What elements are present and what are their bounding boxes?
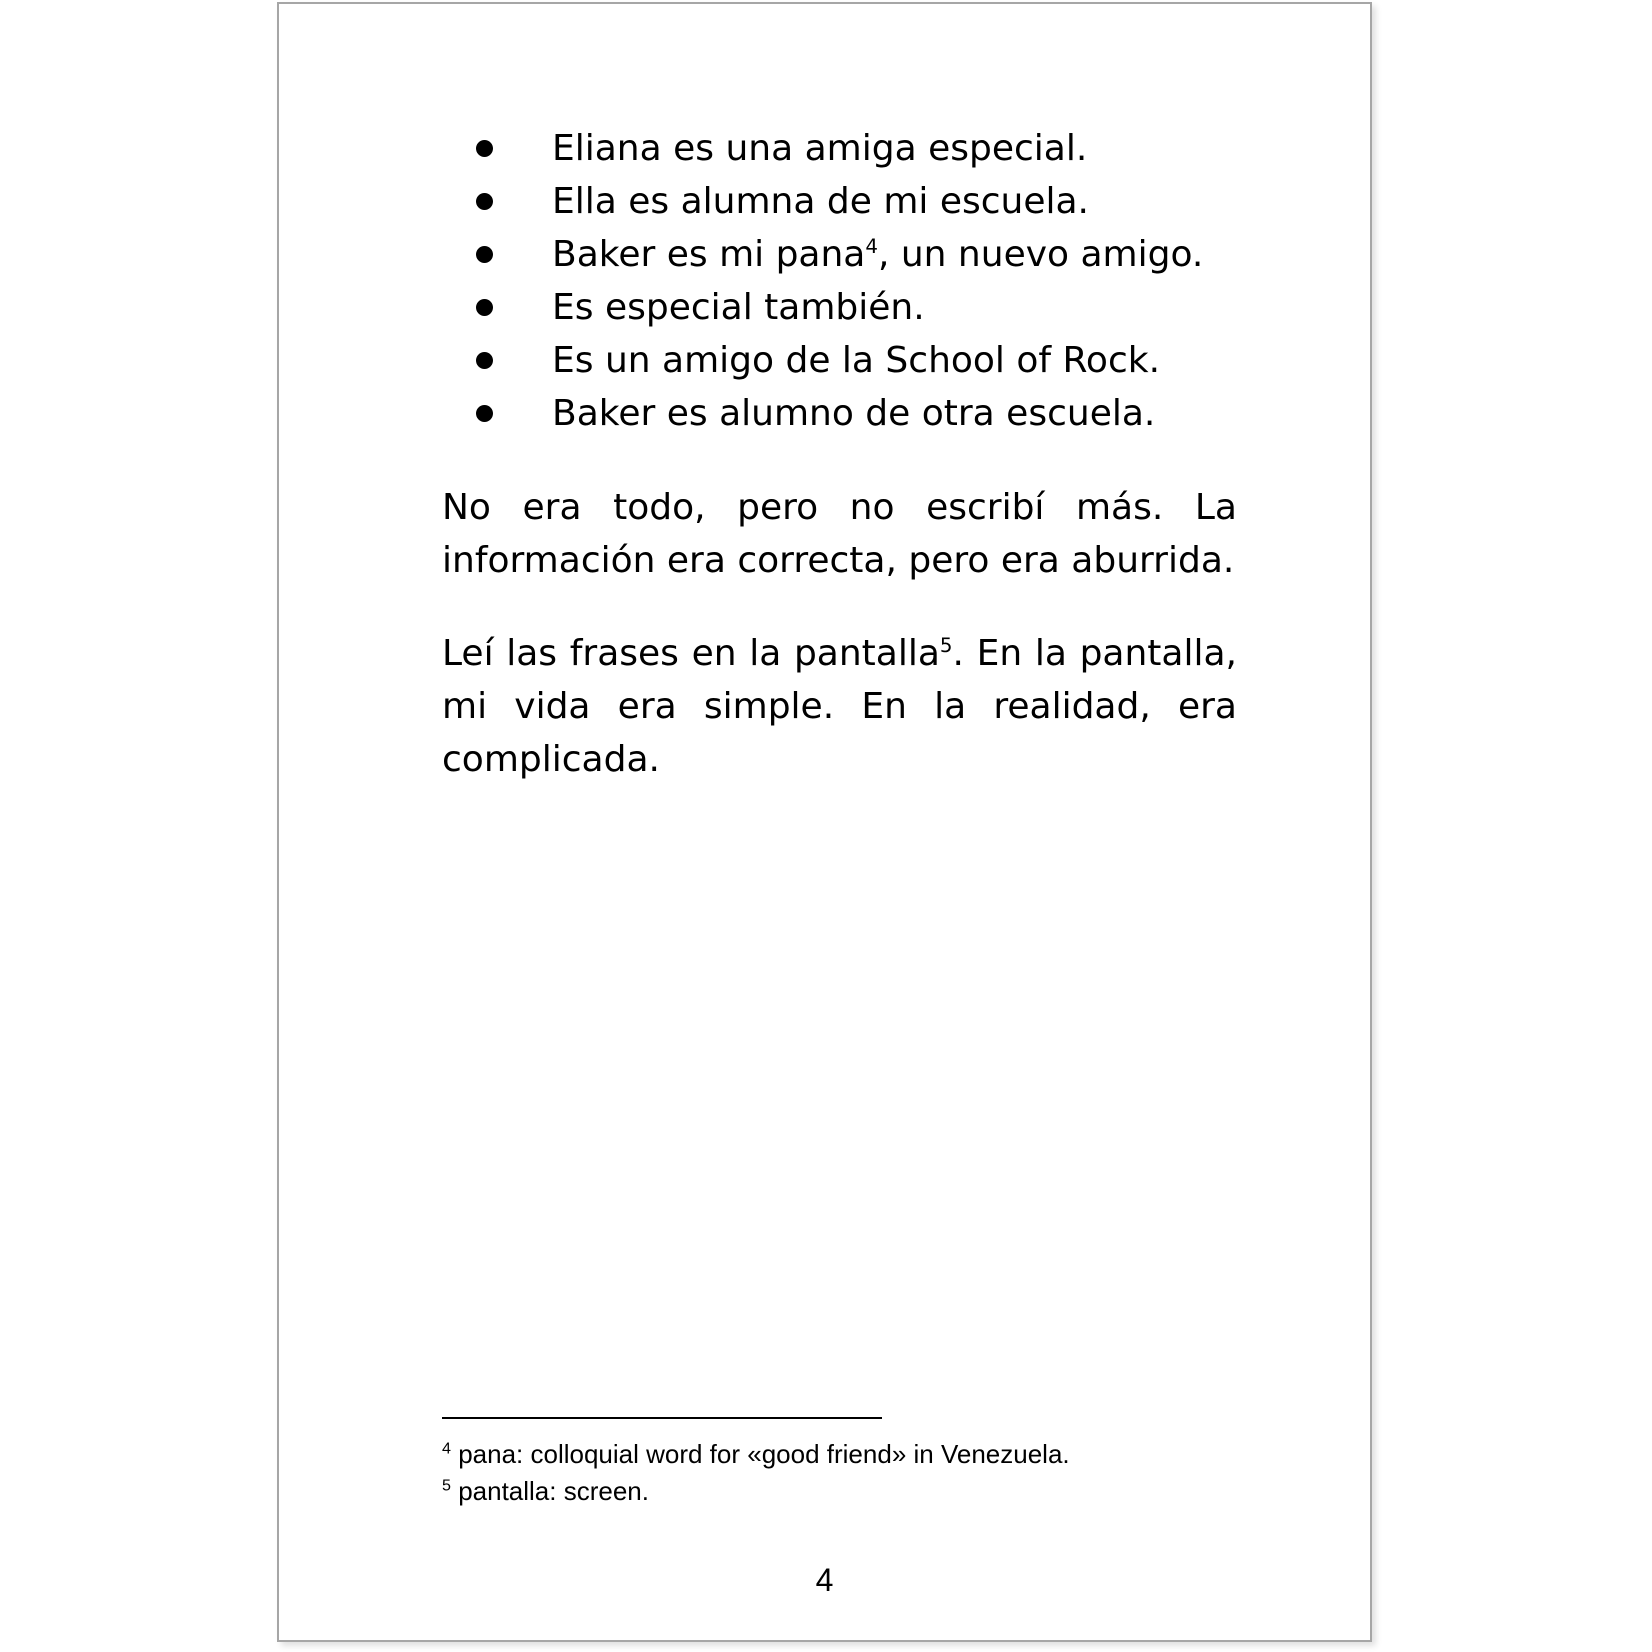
list-item <box>442 122 1203 175</box>
footnote-separator <box>442 1417 882 1419</box>
list-item-text: Baker es mi pana <box>552 234 866 275</box>
list-item-text: Es un amigo de la School of Rock. <box>552 340 1161 381</box>
footnote <box>442 1436 1070 1473</box>
list-item-text: Es especial también. <box>552 287 925 328</box>
footnote-reference: 4 <box>865 235 878 258</box>
footnote-text: pantalla: screen. <box>450 1476 649 1506</box>
paragraph-text: No era todo, pero no escribí más. La información era correcta, pero era aburrida. <box>442 487 1237 581</box>
paragraph <box>442 627 1237 786</box>
list-item-text: Baker es alumno de otra escuela. <box>552 393 1156 434</box>
footnote-number: 5 <box>442 1476 451 1495</box>
list-item <box>442 175 1203 228</box>
list-item-text: Ella es alumna de mi escuela. <box>552 181 1089 222</box>
page-number: 4 <box>815 1562 834 1598</box>
bullet-icon <box>476 140 493 157</box>
list-item <box>442 228 1203 281</box>
footnote-text: pana: colloquial word for «good friend» in Venezuela. <box>450 1439 1070 1469</box>
list-item <box>442 334 1203 387</box>
bullet-icon <box>476 193 493 210</box>
bullet-icon <box>476 299 493 316</box>
paragraph-text-continued: . En la pantalla, mi vida era simple. En la realidad, era complicada. <box>442 633 1237 780</box>
bullet-list <box>442 122 1203 440</box>
footnote-reference: 5 <box>939 634 953 657</box>
footnote <box>442 1473 1070 1510</box>
footnote-number: 4 <box>442 1439 451 1458</box>
list-item <box>442 387 1203 440</box>
bullet-icon <box>476 405 493 422</box>
bullet-icon <box>476 246 493 263</box>
document-page <box>277 2 1372 1642</box>
list-item-text: Eliana es una amiga especial. <box>552 128 1088 169</box>
bullet-icon <box>476 352 493 369</box>
footnotes <box>442 1436 1070 1510</box>
list-item-text-continued: , un nuevo amigo. <box>877 234 1204 275</box>
list-item <box>442 281 1203 334</box>
paragraph <box>442 481 1237 587</box>
paragraph-text: Leí las frases en la pantalla <box>442 633 940 674</box>
